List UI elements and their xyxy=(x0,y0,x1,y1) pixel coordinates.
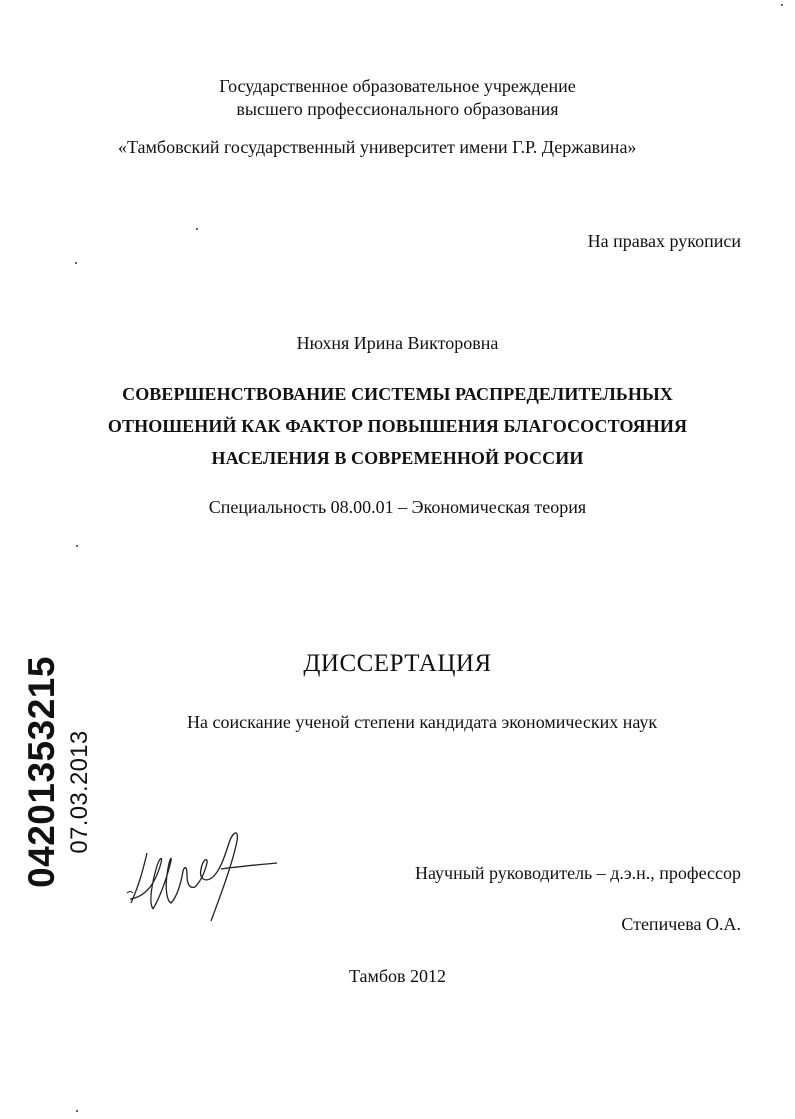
rights-note: На правах рукописи xyxy=(587,231,741,251)
degree-line: На соискание ученой степени кандидата экономических наук xyxy=(187,712,658,732)
supervisor-name: Степичева О.А. xyxy=(621,914,741,934)
supervisor-role: Научный руководитель – д.э.н., профессор xyxy=(414,863,741,883)
stamp-date: 07.03.2013 xyxy=(66,730,93,854)
scan-speck xyxy=(781,4,783,6)
scan-speck xyxy=(76,545,78,547)
document-type: ДИССЕРТАЦИЯ xyxy=(303,650,492,677)
specialty: Специальность 08.00.01 – Экономическая теория xyxy=(208,497,587,517)
place-year: Тамбов 2012 xyxy=(348,966,447,986)
scan-speck xyxy=(196,228,198,230)
title-line-1: СОВЕРШЕНСТВОВАНИЕ СИСТЕМЫ РАСПРЕДЕЛИТЕЛЬНЫХ xyxy=(122,384,673,404)
title-line-3: НАСЕЛЕНИЯ В СОВРЕМЕННОЙ РОССИИ xyxy=(211,448,584,468)
author-name: Нюхня Ирина Викторовна xyxy=(296,333,499,353)
institution-line-1: Государственное образовательное учреждение xyxy=(219,76,576,96)
university-name: «Тамбовский государственный университет имени Г.Р. Державина» xyxy=(118,137,637,157)
scan-speck xyxy=(76,1110,78,1112)
signature-scribble xyxy=(125,825,285,925)
institution-line-2: высшего профессионального образования xyxy=(236,99,559,119)
stamp-number: 04201353215 xyxy=(21,656,62,888)
title-line-2: ОТНОШЕНИЙ КАК ФАКТОР ПОВЫШЕНИЯ БЛАГОСОСТОЯНИЯ xyxy=(107,416,688,436)
scan-speck xyxy=(75,262,77,264)
